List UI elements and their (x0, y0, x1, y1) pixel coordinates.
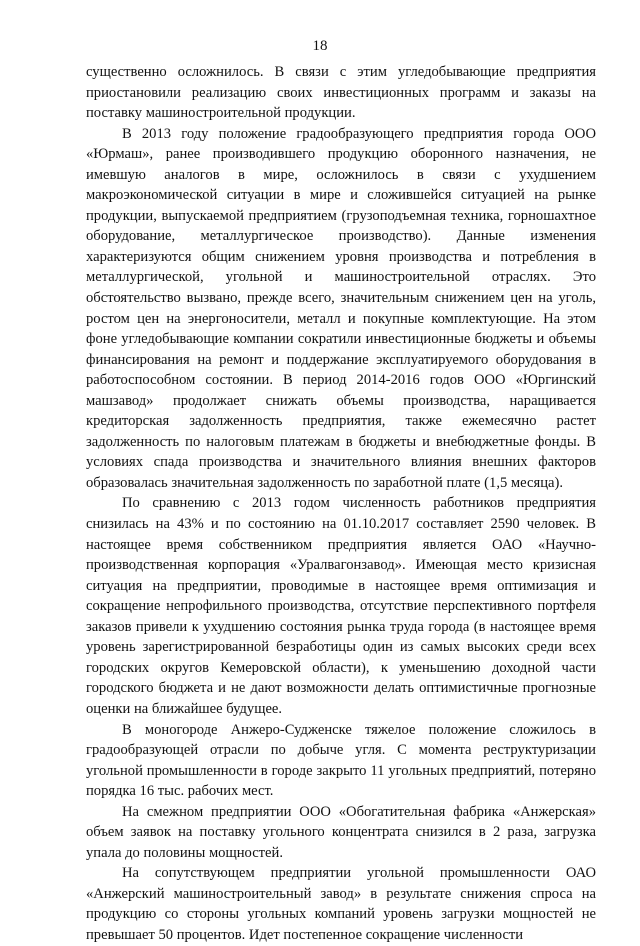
paragraph: На сопутствующем предприятии угольной промышленности ОАО «Анжерский машиностроительный завод» в результате снижения спроса на продукцию со стороны угольных компаний уровень загрузки мощностей не превышает 50 процентов. Идет постепенное сокращение численности (86, 865, 596, 943)
page-number: 18 (312, 38, 328, 54)
paragraph: По сравнению с 2013 годом численность работников предприятия снизилась на 43% и по состоянию на 01.10.2017 составляет 2590 человек. В настоящее время собственником предприятия является ОАО «Научно-производственная корпорация «Уралвагонзавод». Имеющая место кризисная ситуация на предприятии, проводимые в настоящее время оптимизация и сокращение непрофильного производства, отсутствие перспективного портфеля заказов привели к ухудшению состояния рынка труда города (в настоящее время уровень зарегистрированной безработицы один из самых высоких среди всех городских округов Кемеровской области), к уменьшению доходной части городского бюджета и не дают возможности делать оптимистичные прогнозные оценки на ближайшее будущее. (86, 495, 596, 717)
paragraph: В моногороде Анжеро-Судженске тяжелое положение сложилось в градообразующей отрасли по добыче угля. С момента реструктуризации угольной промышленности в городе закрыто 11 угольных предприятий, потеряно порядка 16 тыс. рабочих мест. (86, 721, 596, 800)
paragraph: В 2013 году положение градообразующего предприятия города ООО «Юрмаш», ранее производившего продукцию оборонного назначения, не имевшую аналогов в мире, осложнилось в связи с ухудшением макроэкономической ситуации в мире и сложившейся ситуацией на рынке продукции, выпускаемой предприятием (грузоподъемная техника, горношахтное оборудование, металлургическое производство). Данные изменения характеризуются общим снижением уровня производства и потребления в металлургической, угольной и машиностроительной отраслях. Это обстоятельство вызвано, прежде всего, значительным снижением цен на уголь, ростом цен на энергоносители, металл и покупные комплектующие. На этом фоне угледобывающие компании сократили инвестиционные бюджеты и объемы финансирования на ремонт и поддержание эксплуатируемого оборудования в работоспособном состоянии. В период 2014-2016 годов ООО «Юргинский машзавод» продолжает снижать объемы производства, наращивается кредиторская задолженность предприятия, также ежемесячно растет задолженность по налоговым платежам в бюджеты и внебюджетные фонды. В условиях спада производства и значительного влияния внешних факторов образовалась значительная задолженность по заработной плате (1,5 месяца). (86, 125, 596, 491)
body-text (86, 62, 596, 946)
paragraph: существенно осложнилось. В связи с этим угледобывающие предприятия приостановили реализацию своих инвестиционных программ и заказы на поставку машиностроительной продукции. (86, 64, 596, 122)
paragraph: На смежном предприятии ООО «Обогатительная фабрика «Анжерская» объем заявок на поставку угольного концентрата снизился в 2 раза, загрузка упала до половины мощностей. (86, 803, 596, 861)
